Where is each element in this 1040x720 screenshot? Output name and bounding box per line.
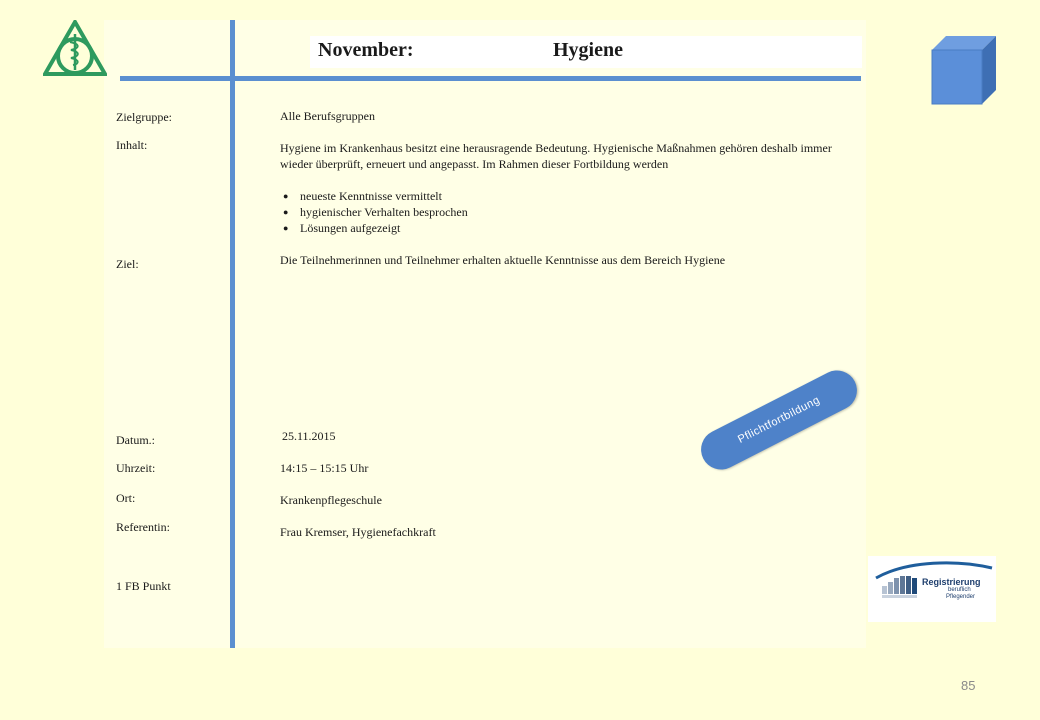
- horizontal-divider: [120, 76, 861, 81]
- registration-subtitle-2: Pflegender: [946, 594, 976, 600]
- content-text: Hygiene im Krankenhaus besitzt eine herausragende Bedeutung. Hygienische Maßnahmen gehören deshalb immer wieder überprüft, erneuert und angepasst. Im Rahmen dieser Fortbildung werden: [280, 141, 832, 171]
- list-item: ● hygienischer Verhalten besprochen: [280, 204, 840, 220]
- registration-title: Registrierung: [922, 577, 981, 587]
- page-number: 85: [961, 678, 976, 693]
- registration-subtitle-1: beruflich: [948, 587, 971, 593]
- label-target-group: Zielgruppe:: [116, 110, 172, 124]
- target-group-value: Alle Berufsgruppen: [280, 109, 375, 123]
- title-topic: Hygiene: [553, 39, 623, 61]
- speaker-value: Frau Kremser, Hygienefachkraft: [280, 525, 436, 539]
- label-content: Inhalt:: [116, 138, 148, 152]
- registration-logo-icon: [868, 556, 996, 622]
- course-description: [280, 108, 840, 268]
- label-points: 1 FB Punkt: [116, 579, 171, 593]
- label-goal: Ziel:: [116, 257, 139, 271]
- label-time: Uhrzeit:: [116, 461, 156, 475]
- label-date: Datum.:: [116, 433, 155, 447]
- label-speaker: Referentin:: [116, 520, 170, 534]
- title-month: November:: [318, 39, 414, 61]
- blue-cube-icon: [928, 32, 1000, 108]
- goal-value: Die Teilnehmerinnen und Teilnehmer erhalten aktuelle Kenntnisse aus dem Bereich Hygiene: [280, 253, 726, 267]
- list-item: ● neueste Kenntnisse vermittelt: [280, 188, 840, 204]
- date-value: 25.11.2015: [282, 429, 336, 443]
- registration-logo: [868, 556, 996, 622]
- list-item: ● Lösungen aufgezeigt: [280, 220, 840, 236]
- vertical-divider: [230, 20, 235, 648]
- badge-label: Pflichtfortbildung: [736, 394, 822, 446]
- hospital-logo-icon: [43, 20, 107, 76]
- time-value: 14:15 – 15:15 Uhr: [280, 461, 369, 475]
- location-value: Krankenpflegeschule: [280, 493, 382, 507]
- label-location: Ort:: [116, 491, 136, 505]
- content-bullet-list: [280, 188, 840, 236]
